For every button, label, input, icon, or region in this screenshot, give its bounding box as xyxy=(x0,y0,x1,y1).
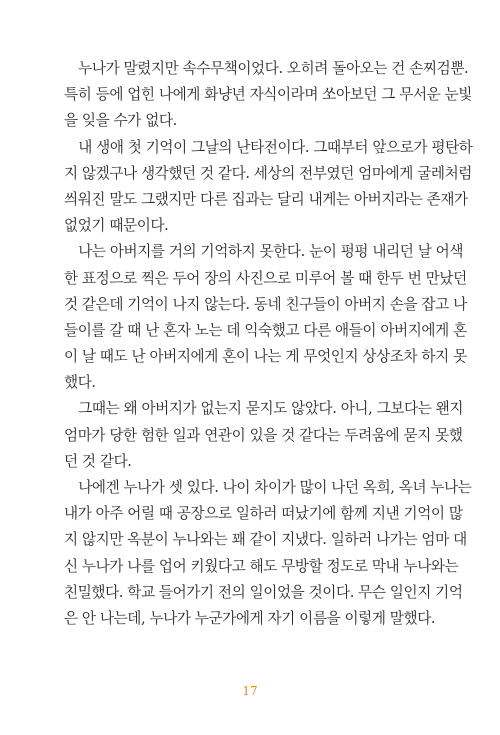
text-line: 한 표정으로 찍은 두어 장의 사진으로 미루어 볼 때 한두 번 만났던 xyxy=(64,269,467,287)
text-line: 던 것 같다. xyxy=(64,452,132,470)
paragraph xyxy=(64,475,472,632)
page-number: 17 xyxy=(242,684,258,698)
paragraph xyxy=(64,135,473,240)
body-text xyxy=(64,56,473,632)
text-line: 을 잊을 수가 없다. xyxy=(64,112,177,130)
text-line: 누나가 말렸지만 속수무책이었다. 오히려 돌아오는 건 손찌검뿐. xyxy=(64,60,469,77)
text-line: 나에겐 누나가 셋 있다. 나이 차이가 많이 나던 옥희, 옥녀 누나는 xyxy=(64,479,472,496)
text-line: 들이를 갈 때 난 혼자 노는 데 익숙했고 다른 애들이 아버지에게 혼 xyxy=(64,321,467,339)
text-line: 은 안 나는데, 누나가 누군가에게 자기 이름을 이렇게 말했다. xyxy=(64,609,436,627)
text-line: 내 생애 첫 기억이 그날의 난타전이다. 그때부터 앞으로가 평탄하 xyxy=(64,138,473,156)
text-line: 그때는 왜 아버지가 없는지 묻지도 않았다. 아니, 그보다는 왠지 xyxy=(64,400,464,418)
text-line: 이 날 때도 난 아버지에게 혼이 나는 게 무엇인지 상상조차 하지 못 xyxy=(64,348,467,366)
text-line: 특히 등에 업힌 나에게 화냥년 자식이라며 쏘아보던 그 무서운 눈빛 xyxy=(64,86,472,104)
paragraph xyxy=(64,396,464,475)
text-line: 지 않겠구나 생각했던 것 같다. 세상의 전부였던 엄마에게 굴레처럼 xyxy=(64,164,472,182)
text-line: 씌워진 말도 그랬지만 다른 집과는 달리 내게는 아버지라는 존재가 xyxy=(64,190,468,208)
text-line: 엄마가 당한 험한 일과 연관이 있을 것 같다는 두려움에 묻지 못했 xyxy=(64,426,463,444)
text-line: 없었기 때문이다. xyxy=(64,217,169,235)
text-line: 내가 아주 어릴 때 공장으로 일하러 떠났기에 함께 지낸 기억이 많 xyxy=(64,505,463,523)
paragraph xyxy=(64,56,472,135)
text-line: 지 않지만 옥분이 누나와는 꽤 같이 지냈다. 일하러 나가는 엄마 대 xyxy=(64,531,467,549)
text-line: 친밀했다. 학교 들어가기 전의 일이었을 것이다. 무슨 일인지 기억 xyxy=(64,583,463,601)
text-line: 것 같은데 기억이 나지 않는다. 동네 친구들이 아버지 손을 잡고 나 xyxy=(64,295,467,313)
text-line: 나는 아버지를 거의 기억하지 못한다. 눈이 펑펑 내리던 날 어색 xyxy=(64,243,464,261)
text-line: 신 누나가 나를 업어 키웠다고 해도 무방할 정도로 막내 누나와는 xyxy=(64,557,459,575)
paragraph xyxy=(64,239,467,396)
text-line: 했다. xyxy=(64,374,96,392)
